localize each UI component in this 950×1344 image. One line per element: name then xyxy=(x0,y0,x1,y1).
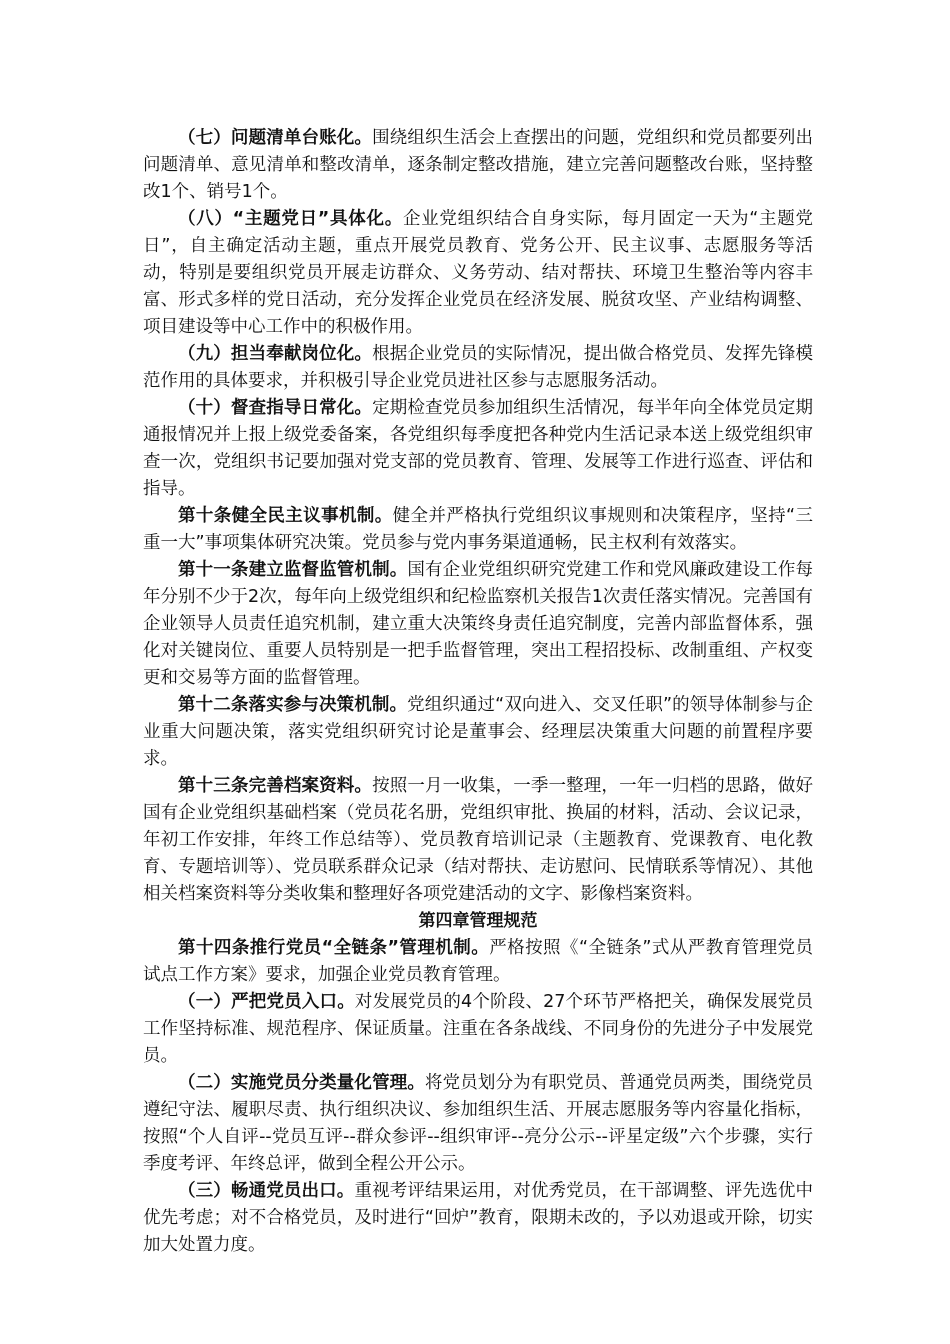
paragraph-heading: 第十三条完善档案资料。 xyxy=(178,776,373,796)
sub-item-2 xyxy=(143,1070,813,1178)
paragraph-heading: 第十四条推行党员“全链条”管理机制。 xyxy=(178,938,490,958)
paragraph-text: 对发展党员的4个阶段、27个环节严格把关，确保发展党员工作坚持标准、规范程序、保证质量。注重在各条战线、不同身份的先进分子中发展党员。 xyxy=(143,992,814,1066)
paragraph-text: 围绕组织生活会上查摆出的问题，党组织和党员都要列出问题清单、意见清单和整改清单，逐条制定整改措施，建立完善问题整改台账，坚持整改1个、销号1个。 xyxy=(143,128,814,202)
article-13 xyxy=(143,773,813,908)
paragraph-9 xyxy=(143,341,813,395)
article-12 xyxy=(143,692,813,773)
paragraph-heading: （七）问题清单台账化。 xyxy=(178,128,373,148)
paragraph-heading: （十）督查指导日常化。 xyxy=(178,398,373,418)
paragraph-7 xyxy=(143,125,813,206)
sub-item-1 xyxy=(143,989,813,1070)
paragraph-heading: （三）畅通党员出口。 xyxy=(178,1181,355,1201)
paragraph-text: 国有企业党组织研究党建工作和党风廉政建设工作每年分别不少于2次，每年向上级党组织和纪检监察机关报告1次责任落实情况。完善国有企业领导人员责任追究机制，建立重大决策终身责任追究制度，完善内部监督体系，强化对关键岗位、重要人员特别是一把手监督管理，突出工程招投标、改制重组、产权变更和交易等方面的监督管理。 xyxy=(143,560,814,688)
paragraph-text: 重视考评结果运用，对优秀党员，在干部调整、评先选优中优先考虑；对不合格党员，及时进行“回炉”教育，限期未改的，予以劝退或开除，切实加大处置力度。 xyxy=(143,1181,814,1255)
article-11 xyxy=(143,557,813,692)
paragraph-heading: （二）实施党员分类量化管理。 xyxy=(178,1073,425,1093)
paragraph-heading: （八）“主题党日”具体化。 xyxy=(178,209,403,229)
paragraph-text: 将党员划分为有职党员、普通党员两类，围绕党员遵纪守法、履职尽责、执行组织决议、参加组织生活、开展志愿服务等内容量化指标，按照“个人自评--党员互评--群众参评--组织审评--亮分公示--评星定级”六个步骤，实行季度考评、年终总评，做到全程公开公示。 xyxy=(143,1073,813,1174)
chapter-title: 第四章管理规范 xyxy=(418,911,538,931)
paragraph-heading: （一）严把党员入口。 xyxy=(178,992,355,1012)
paragraph-8 xyxy=(143,206,813,341)
paragraph-text: 党组织通过“双向进入、交叉任职”的领导体制参与企业重大问题决策，落实党组织研究讨论是董事会、经理层决策重大问题的前置程序要求。 xyxy=(143,695,813,769)
document-body xyxy=(143,125,813,1259)
paragraph-text: 健全并严格执行党组织议事规则和决策程序，坚持“三重一大”事项集体研究决策。党员参与党内事务渠道通畅，民主权利有效落实。 xyxy=(143,506,813,553)
article-14 xyxy=(143,935,813,989)
paragraph-heading: 第十条健全民主议事机制。 xyxy=(178,506,393,526)
paragraph-text: 根据企业党员的实际情况，提出做合格党员、发挥先锋模范作用的具体要求，并积极引导企业党员进社区参与志愿服务活动。 xyxy=(143,344,814,391)
paragraph-text: 严格按照《“全链条”式从严教育管理党员试点工作方案》要求，加强企业党员教育管理。 xyxy=(143,938,813,985)
paragraph-heading: 第十一条建立监督监管机制。 xyxy=(178,560,408,580)
sub-item-3 xyxy=(143,1178,813,1259)
paragraph-text: 企业党组织结合自身实际，每月固定一天为“主题党日”，自主确定活动主题，重点开展党员教育、党务公开、民主议事、志愿服务等活动，特别是要组织党员开展走访群众、义务劳动、结对帮扶、环境卫生整治等内容丰富、形式多样的党日活动，充分发挥企业党员在经济发展、脱贫攻坚、产业结构调整、项目建设等中心工作中的积极作用。 xyxy=(143,209,813,337)
paragraph-heading: （九）担当奉献岗位化。 xyxy=(178,344,373,364)
paragraph-heading: 第十二条落实参与决策机制。 xyxy=(178,695,408,715)
paragraph-10 xyxy=(143,395,813,503)
paragraph-text: 定期检查党员参加组织生活情况，每半年向全体党员定期通报情况并上报上级党委备案，各党组织每季度把各种党内生活记录本送上级党组织审查一次，党组织书记要加强对党支部的党员教育、管理、发展等工作进行巡查、评估和指导。 xyxy=(143,398,814,499)
article-10 xyxy=(143,503,813,557)
paragraph-text: 按照一月一收集，一季一整理，一年一归档的思路，做好国有企业党组织基础档案（党员花名册，党组织审批、换届的材料，活动、会议记录，年初工作安排，年终工作总结等）、党员教育培训记录（主题教育、党课教育、电化教育、专题培训等）、党员联系群众记录（结对帮扶、走访慰问、民情联系等情况）、其他相关档案资料等分类收集和整理好各项党建活动的文字、影像档案资料。 xyxy=(143,776,814,904)
